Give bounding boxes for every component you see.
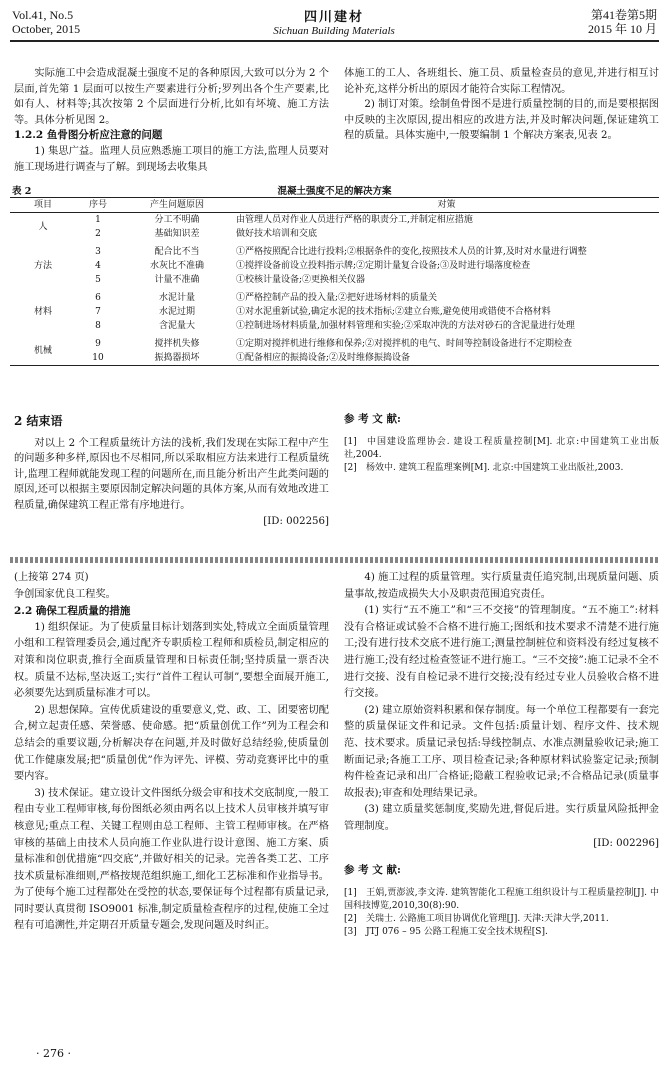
paragraph: 3) 技术保证。建立设计文件图纸分级会审和技术交底制度,一般工程由专业工程师审核,每份图纸必须由两名以上技术人员审核并填写审核意见;重点工程、关键工程则由总工程师、主管工程师审核。在严格审核的基础上由技术人员向施工作业队进行设计意图、施工方案、质量标准和创优措施“四交底”,并做好相关的记录。完善各类工艺、工序技术质量标准细则,严格按规范组织施工,细化工艺标准和作业指导书。为了使每个施工过程都处在受控的状态,要保证每个过程都有质量记录,同时要认真贯彻 ISO9001 标准,制定质量检查程序的过程,使施工全过程有可追溯性,并定期召开质量专题会,发现问题及时纠正。 (14, 787, 329, 932)
row-cause: 配合比不当 (154, 247, 200, 257)
paragraph: (2) 建立原始资料积累和保存制度。每一个单位工程都要有一套完整的质量保证文件和记录。文件包括:质量计划、程序文件、技术规范、技术要求。质量记录包括:导线控制点、水准点测量验收记录;施工断面记录;各施工工序、项目检查记录;各种原材料试验鉴定记录;预制构件检查记录和出厂合格证;隐蔽工程验收记录;不合格品记录(质量事故报表);审查和处理结果记录。 (344, 704, 659, 799)
ref-num: [1] (344, 436, 357, 447)
row-cause: 水泥计量 (158, 293, 195, 303)
col-header-measure: 对策 (234, 198, 659, 213)
paragraph: 4) 施工过程的质量管理。实行质量责任追究制,出现质量问题、质量事故,按造成损失大小及职责范围追究责任。 (344, 572, 659, 600)
row-cause: 水灰比不准确 (149, 261, 204, 271)
table-row (10, 241, 659, 259)
reference-item (344, 913, 659, 926)
conclusion-heading: 2 结束语 (14, 414, 63, 428)
journal-logo: 四川建材 (303, 10, 364, 25)
row-cause: 振捣器损坏 (154, 353, 200, 363)
reference-item (344, 436, 659, 462)
row-measure: ①控制进场材料质量,加强材料管理和实验;②采取冲洗的方法对砂石的含泥量进行处理 (236, 321, 575, 331)
table-label: 表 2 (12, 186, 32, 197)
section-heading-1-2-2: 1.2.2 鱼骨图分析应注意的问题 (14, 129, 163, 142)
row-measure: ①对水泥重新试验,确定水泥的技术指标;②建立台账,避免使用或错使不合格材料 (236, 307, 551, 317)
group-cell: 人 (38, 222, 48, 232)
article-id: [ID: 002256] (263, 515, 329, 527)
table-header-row (10, 198, 659, 213)
reference-item (344, 462, 659, 475)
paragraph: 1) 集思广益。监理人员应熟悉施工项目的施工方法,监理人员要对施工现场进行调查与了解。到现场去收集具 (14, 145, 329, 173)
table-row (10, 227, 659, 241)
row-no: 5 (95, 275, 101, 285)
solution-table (10, 197, 659, 366)
header-right (588, 8, 657, 36)
continued-note: (上接第 274 页) (14, 572, 89, 583)
row-cause: 含泥量大 (158, 321, 195, 331)
bottom-right-column (344, 570, 659, 939)
top-left-column (14, 66, 329, 175)
row-cause: 搅拌机失修 (154, 339, 200, 349)
group-cell: 材料 (33, 307, 52, 317)
paragraph: (3) 建立质量奖惩制度,奖励先进,督促后进。实行质量风险抵押金管理制度。 (344, 804, 659, 832)
ref-num: [2] (344, 913, 357, 924)
paragraph: 2) 思想保障。宣传优质建设的重要意义,党、政、工、团要密切配合,树立起责任感、荣誉感、使命感。把“质量创优工作”列为工程会和总结会的重要议题,分析解决存在问题,并及时做好总结经验,使质量创优工作健康发展;把“质量创优”作为评先、评模、劳动竞赛评比中的重要内容。 (14, 704, 329, 783)
table-title: 混凝土强度不足的解决方案 (277, 186, 392, 197)
row-no: 4 (95, 261, 101, 271)
top-right-column (344, 66, 659, 144)
row-no: 9 (95, 339, 101, 349)
row-cause: 计量不准确 (154, 275, 200, 285)
ref-text: 关瑞士. 公路施工项目协调优化管理[J]. 天津:天津大学,2011. (366, 913, 609, 924)
section-heading-2-2: 2.2 确保工程质量的措施 (14, 605, 131, 618)
group-cell: 方法 (33, 261, 52, 271)
ref-text: 王娟,贾澎波,李文涛. 建筑智能化工程施工组织设计与工程质量控制[J]. 中国科技博览,2010,30(8):90. (344, 887, 659, 911)
table-row (10, 213, 659, 228)
journal-masthead (234, 6, 434, 37)
header-rule (10, 40, 659, 42)
col-header-cause: 产生问题原因 (120, 198, 234, 213)
row-measure: ①定期对搅拌机进行维修和保养;②对搅拌机的电气、时间等控制设备进行不定期检查 (236, 339, 573, 349)
table-row (10, 259, 659, 273)
journal-name-en: Sichuan Building Materials (273, 25, 395, 37)
table-row (10, 305, 659, 319)
ref-num: [2] (344, 462, 357, 473)
row-no: 7 (95, 307, 101, 317)
row-measure: ①搅拌设备前设立投料指示牌;②定期计量复合设备;③及时进行塌落度检查 (236, 261, 531, 271)
table-row (10, 287, 659, 305)
volume-issue-cn: 第41卷第5期 (590, 8, 657, 22)
reference-item (344, 887, 659, 913)
ref-num: [1] (344, 887, 357, 898)
row-no: 6 (95, 293, 101, 303)
row-no: 10 (92, 353, 104, 363)
row-no: 1 (95, 215, 101, 225)
issue-date-en: October, 2015 (12, 22, 81, 36)
col-header-item: 项目 (10, 198, 76, 213)
row-measure: ①配备相应的振捣设备;②及时维修振捣设备 (236, 353, 411, 363)
table-row (10, 273, 659, 287)
ref-text: 杨效中. 建筑工程监理案例[M]. 北京:中国建筑工业出版社,2003. (366, 462, 624, 473)
article-separator (10, 557, 659, 563)
paragraph: 体施工的工人、各班组长、施工员、质量检查员的意见,并进行相互讨论补充,这样分析出的原因才能符合实际工程情况。 (344, 68, 659, 95)
row-cause: 基础知识差 (154, 229, 200, 239)
issue-date-cn: 2015 年 10 月 (587, 22, 657, 36)
volume-issue: Vol.41, No.5 (12, 8, 74, 22)
references-1 (344, 412, 659, 475)
header-left (12, 8, 80, 36)
row-no: 2 (95, 229, 101, 239)
row-measure: 由管理人员对作业人员进行严格的职责分工,并制定相应措施 (236, 215, 473, 225)
ref-text: JTJ 076 – 95 公路工程施工安全技术规程[S]. (366, 926, 548, 937)
ref-num: [3] (344, 926, 357, 937)
table-row (10, 319, 659, 333)
paragraph: 争创国家优良工程奖。 (14, 588, 116, 600)
paragraph: 对以上 2 个工程质量统计方法的浅析,我们发现在实际工程中产生的问题多种多样,原因也不尽相同,所以采取相应方法来进行工程质量统计,监理工程师就能发现工程的问题所在,而且能分析出产生此类问题的原因,还可以根据主要原因制定解决问题的具体方案,从而有效地改进工程质量,确保建筑工程正常有序地进行。 (14, 437, 329, 511)
references-heading: 参 考 文 献: (344, 413, 401, 425)
row-measure: ①严格按照配合比进行投料;②根据条件的变化,按照技术人员的计算,及时对水量进行调整 (236, 247, 587, 257)
row-measure: ①校核计量设备;②更换相关仪器 (236, 275, 366, 285)
paragraph: 实际施工中会造成混凝土强度不足的各种原因,大致可以分为 2 个层面,首先第 1 层面可以按生产要素进行分析;罗列出各个生产要素,比如有人、材料等;其次按第 2 个层面进行分析,比如有坏境、施工方法等。具体分析见图 2。 (14, 68, 329, 126)
bottom-left-column (14, 570, 329, 935)
row-measure: ①严格控制产品的投入量;②把好进场材料的质量关 (236, 293, 438, 303)
ref-text: 中国建设监理协会. 建设工程质量控制[M]. 北京:中国建筑工业出版社,2004. (344, 436, 659, 460)
reference-item (344, 926, 659, 939)
conclusion-section (14, 412, 329, 529)
table-row (10, 333, 659, 351)
group-cell: 机械 (33, 346, 52, 356)
page-number: · 276 · (36, 1047, 71, 1060)
article-id: [ID: 002296] (593, 837, 659, 849)
paragraph: (1) 实行“五不施工”和“三不交接”的管理制度。“五不施工”:材料没有合格证或试验不合格不进行施工;图纸和技术要求不清楚不进行施工;没有进行技术交底不进行施工;测量控制桩位和资料没有经过复核不进行施工;没有经过检查签证不进行施工。“三不交接”:施工记录不全不进行交接、没有自检记录不进行交接;没有经过专业人员验收合格不进行交接。 (344, 605, 659, 700)
row-no: 8 (95, 321, 101, 331)
row-no: 3 (95, 247, 101, 257)
row-cause: 水泥过期 (158, 307, 195, 317)
paragraph: 1) 组织保证。为了使质量目标计划落到实处,特成立全面质量管理小组和工程管理委员会,通过配齐专职质检工程师和质检员,制定相应的对策和岗位职责,推行全面质量管理和日标责任制;坚持质量一票否决权。质量不达标,坚决返工;实行“首件工程认可制”,要想全面展开施工,必须要先达到质量标准才可以。 (14, 621, 329, 700)
col-header-no: 序号 (76, 198, 120, 213)
row-measure: 做好技术培训和交底 (236, 229, 318, 239)
paragraph: 2) 制订对策。绘制鱼骨图不是进行质量控制的目的,而是要根据图中反映的主次原因,提出相应的改进方法,并及时解决问题,保证建筑工程的质量。具体实施中,一般要编制 1 个解决方案表,见表 2。 (344, 99, 659, 142)
table-row (10, 351, 659, 366)
references-heading: 参 考 文 献: (344, 864, 401, 877)
row-cause: 分工不明确 (154, 215, 200, 225)
